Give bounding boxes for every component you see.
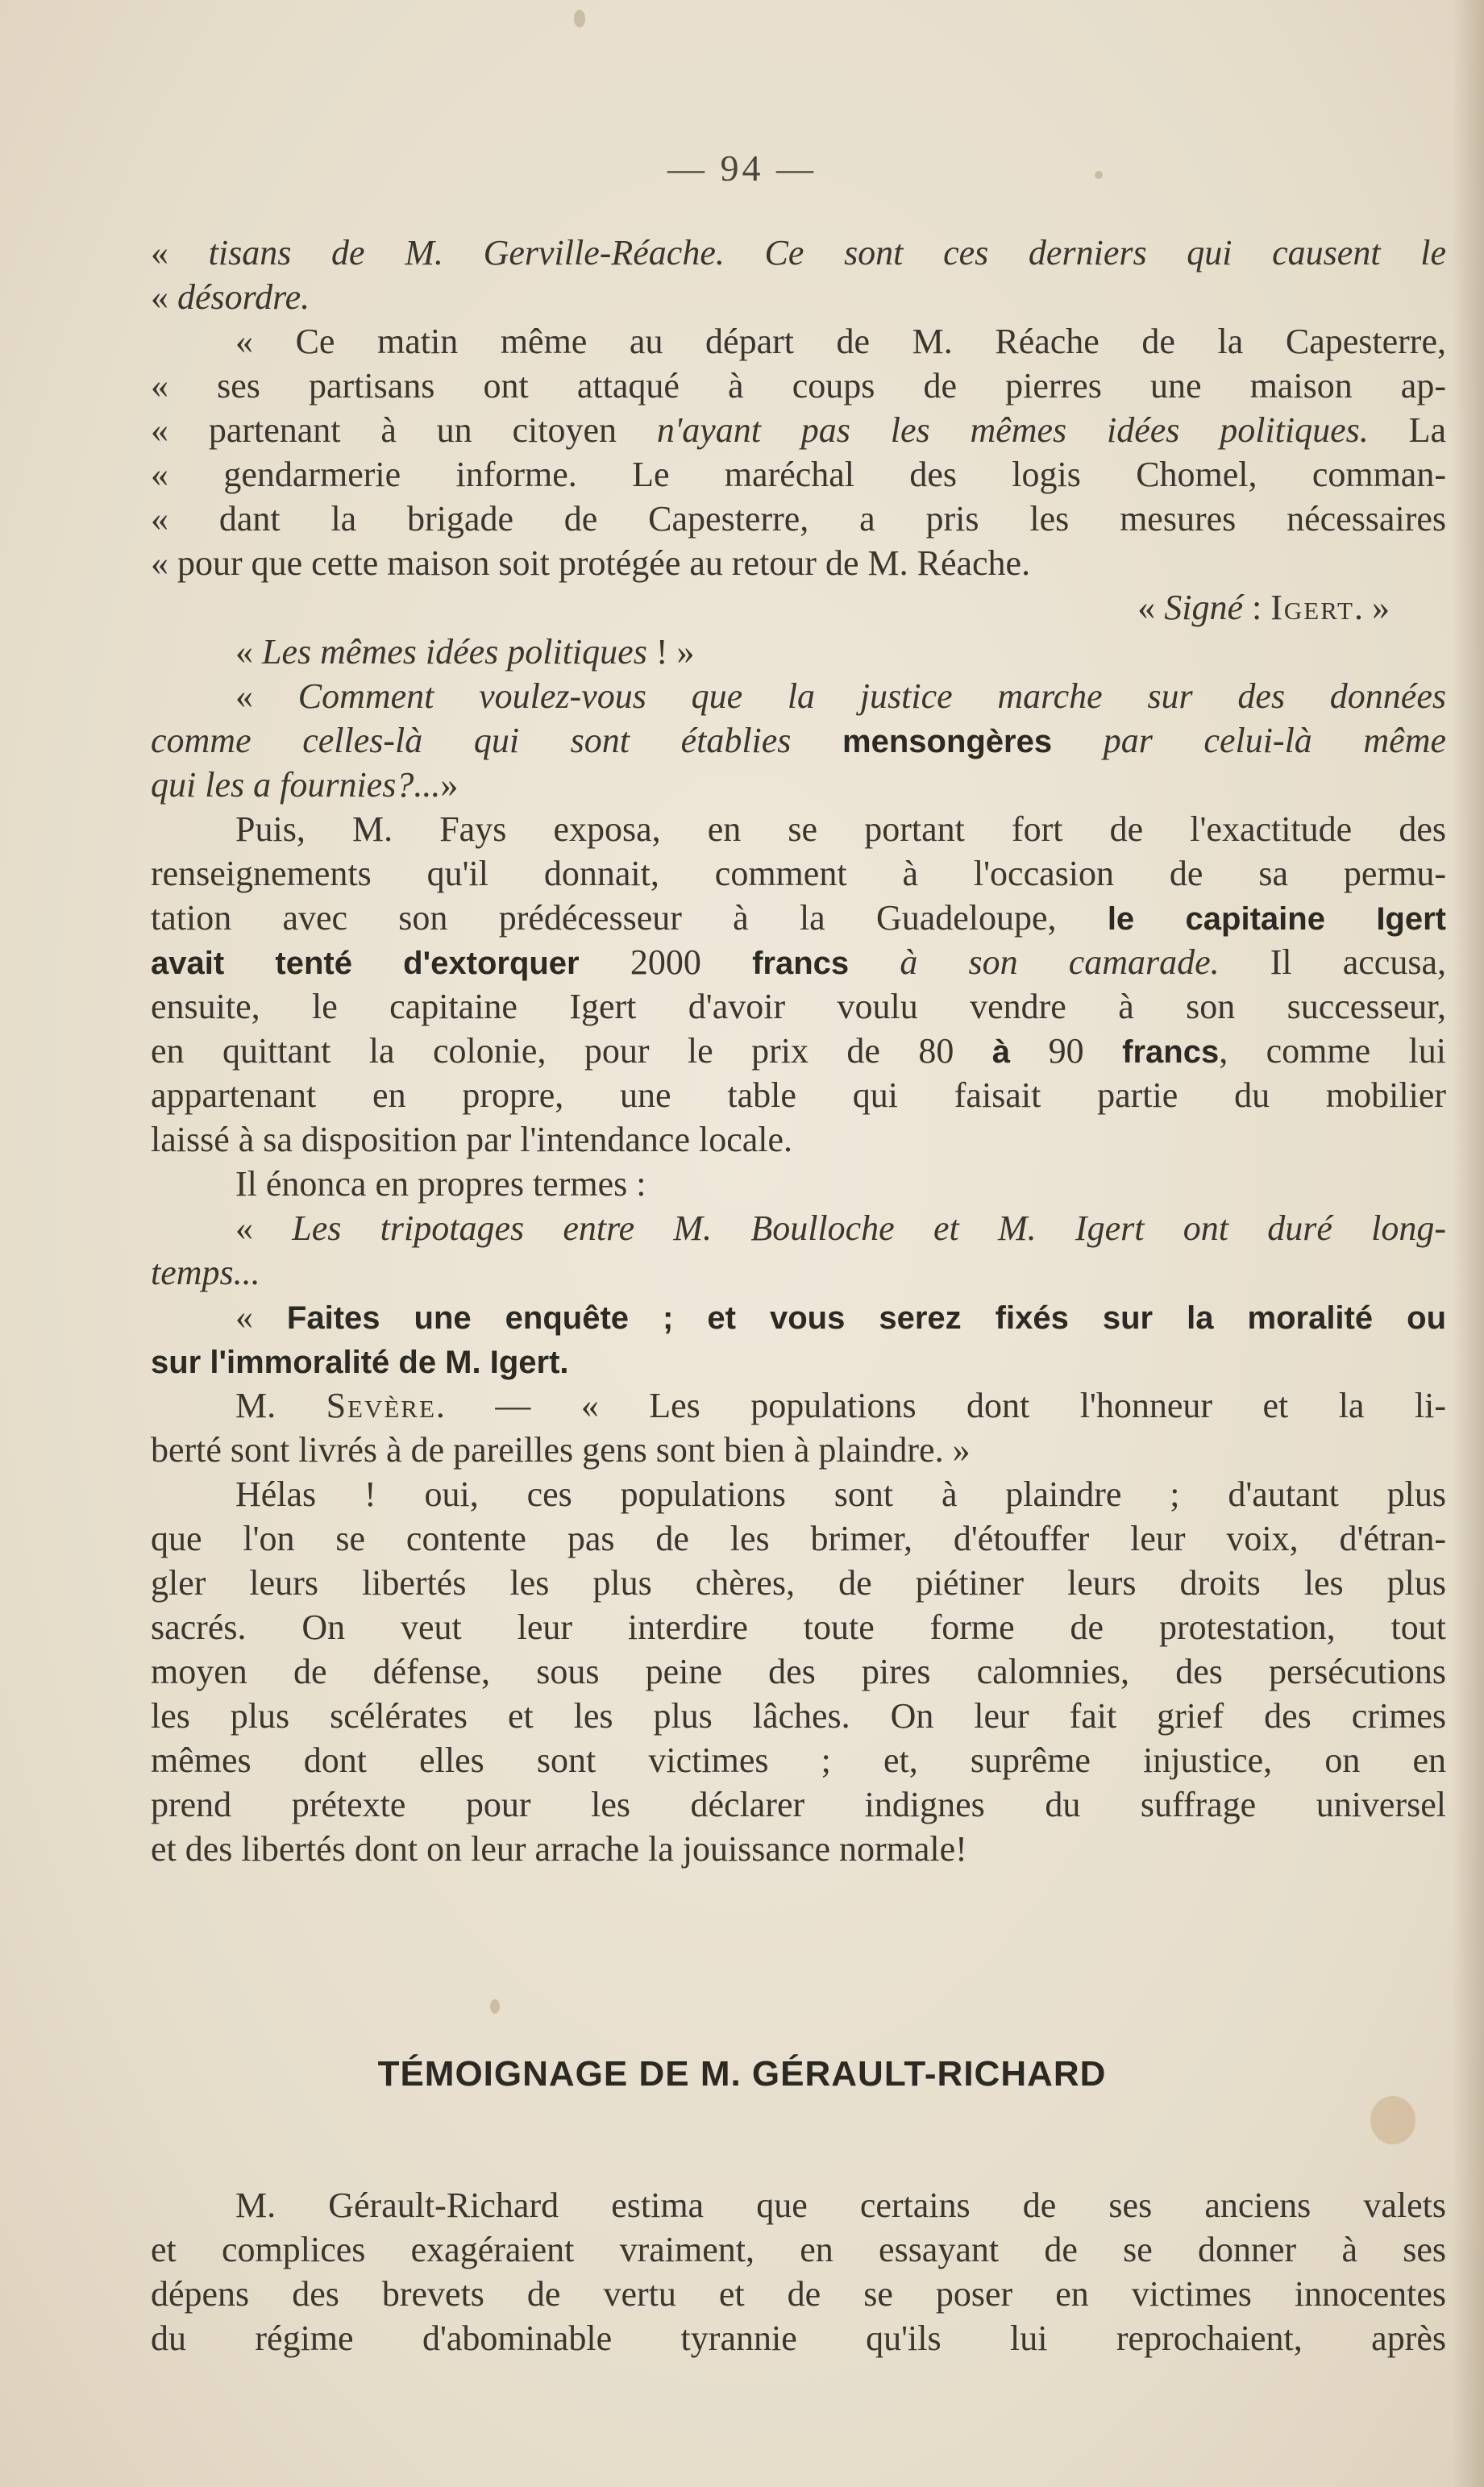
text-run: , comme lui: [1219, 1031, 1446, 1071]
text-run: « pour que cette maison soit protégée au retour de M. Réache.: [151, 543, 1031, 583]
text-run: »: [440, 765, 459, 805]
text-run: Il énonca en propres termes :: [235, 1164, 646, 1204]
text-run: sur l'immoralité de M. Igert.: [151, 1345, 569, 1380]
text-line: [151, 1295, 1446, 1339]
text-line: [151, 1339, 1446, 1383]
ink-spot: [1370, 2096, 1415, 2144]
text-run: Puis, M. Fays exposa, en se portant fort de l'exactitude des: [235, 809, 1446, 849]
text-run: sacrés. On veut leur interdire toute forme de protestation, tout: [151, 1607, 1446, 1647]
text-run: La: [1368, 410, 1447, 450]
text-run: désordre.: [177, 277, 310, 317]
text-run: ! »: [646, 632, 695, 672]
text-line: [151, 541, 1446, 585]
text-run: tisans de M. Gerville-Réache. Ce sont ces derniers qui causent le: [208, 233, 1446, 272]
text-run: Igert: [1270, 588, 1354, 627]
text-line: [151, 1073, 1446, 1117]
text-run: «: [1137, 588, 1165, 627]
text-line: [151, 364, 1446, 408]
text-run: dépens des brevets de vertu et de se poser en victimes innocentes: [151, 2274, 1446, 2314]
text-run: Signé: [1164, 588, 1244, 627]
text-line: [151, 1428, 1446, 1472]
text-run: prend prétexte pour les déclarer indignes du suffrage universel: [151, 1785, 1446, 1824]
text-line: [151, 1516, 1446, 1561]
text-run: «: [151, 233, 209, 272]
text-run: :: [1243, 588, 1271, 627]
text-run: «: [235, 1297, 287, 1337]
text-run: 2000: [630, 942, 701, 982]
text-run: . — « Les populations dont l'honneur et la li-: [435, 1386, 1446, 1425]
text-run: Hélas ! oui, ces populations sont à plaindre ; d'autant plus: [235, 1474, 1446, 1514]
text-run: «: [235, 676, 298, 716]
text-line: [151, 319, 1446, 364]
text-line: [151, 1694, 1446, 1738]
text-run: 80: [918, 1031, 954, 1071]
text-line: [151, 1827, 1446, 1871]
text-run: Sevère: [326, 1386, 436, 1425]
text-line: [151, 1472, 1446, 1516]
text-line: [151, 851, 1446, 896]
text-run: à son camarade.: [900, 942, 1220, 982]
text-line: [151, 408, 1446, 452]
page-number: — 94 —: [667, 148, 817, 189]
text-run: « partenant à un citoyen: [151, 410, 657, 450]
text-run: « Ce matin même au départ de M. Réache de la Capesterre,: [235, 322, 1446, 361]
text-run: du régime d'abominable tyrannie qu'ils lui reprochaient, après: [151, 2319, 1446, 2358]
text-line: [151, 674, 1446, 718]
text-line: [151, 275, 1446, 319]
text-line: [151, 1649, 1446, 1694]
text-run: Comment voulez-vous que la justice marche sur des données: [297, 676, 1446, 716]
body-text: [151, 231, 1446, 1871]
section-body-text: [151, 2183, 1446, 2360]
text-run: comme celles-là qui sont établies: [151, 721, 843, 760]
text-run: M. Gérault-Richard estima que certains de ses anciens valets: [235, 2185, 1446, 2225]
text-line: [151, 630, 1446, 674]
text-line: [151, 585, 1446, 630]
text-run: Les mêmes idées politiques: [262, 632, 647, 672]
text-run: en quittant la colonie, pour le prix de: [151, 1031, 919, 1071]
text-run: Faites une enquête ; et vous serez fixés sur la moralité ou: [286, 1300, 1446, 1336]
text-line: [151, 2227, 1446, 2272]
text-run: qui les a fournies?...: [151, 765, 441, 805]
text-run: tation avec son prédécesseur à la Guadeloupe,: [151, 898, 1108, 938]
text-line: [151, 1250, 1446, 1295]
text-line: [151, 2183, 1446, 2227]
text-run: ensuite, le capitaine Igert d'avoir voulu vendre à son successeur,: [151, 987, 1446, 1026]
text-line: [151, 452, 1446, 497]
text-run: M.: [235, 1386, 326, 1425]
text-run: «: [151, 277, 177, 317]
text-run: n'ayant pas les mêmes idées politiques.: [656, 410, 1369, 450]
ink-spot: [574, 10, 585, 27]
text-run: Les tripotages entre M. Boulloche et M. Igert ont duré long-: [292, 1208, 1446, 1248]
text-line: [151, 1605, 1446, 1649]
text-line: [151, 1782, 1446, 1827]
text-line: [151, 1383, 1446, 1428]
text-run: francs: [1083, 1034, 1220, 1070]
text-line: [151, 1117, 1446, 1162]
text-run: mensongères: [842, 724, 1053, 759]
text-run: gler leurs libertés les plus chères, de piétiner leurs droits les plus: [151, 1563, 1446, 1603]
text-run: Il accusa,: [1219, 942, 1446, 982]
text-line: [151, 1162, 1446, 1206]
text-line: [151, 940, 1446, 984]
text-run: le capitaine Igert: [1107, 901, 1446, 937]
text-line: [151, 763, 1446, 807]
text-run: et complices exagéraient vraiment, en essayant de se donner à ses: [151, 2230, 1446, 2269]
text-run: «: [235, 1208, 293, 1248]
text-line: [151, 896, 1446, 940]
text-line: [151, 1029, 1446, 1073]
text-line: [151, 1561, 1446, 1605]
text-run: « ses partisans ont attaqué à coups de pierres une maison ap-: [151, 366, 1446, 405]
text-run: moyen de défense, sous peine des pires calomnies, des persécutions: [151, 1652, 1446, 1691]
text-run: francs: [700, 946, 900, 981]
text-run: renseignements qu'il donnait, comment à l'occasion de sa permu-: [151, 854, 1446, 893]
text-run: à: [954, 1034, 1049, 1070]
text-line: [151, 497, 1446, 541]
text-run: «: [235, 632, 262, 672]
text-line: [151, 2272, 1446, 2316]
text-line: [151, 2316, 1446, 2360]
ink-spot: [490, 1999, 500, 2014]
text-run: avait tenté d'extorquer: [151, 946, 630, 981]
text-line: [151, 1738, 1446, 1782]
page-edge-shadow: [1452, 0, 1484, 2487]
text-run: et des libertés dont on leur arrache la jouissance normale!: [151, 1829, 967, 1869]
text-run: « dant la brigade de Capesterre, a pris les mesures nécessaires: [151, 499, 1446, 539]
section-heading: TÉMOIGNAGE DE M. GÉRAULT-RICHARD: [377, 2054, 1107, 2094]
text-run: par celui-là même: [1052, 721, 1446, 760]
text-run: mêmes dont elles sont victimes ; et, suprême injustice, on en: [151, 1740, 1446, 1780]
text-run: appartenant en propre, une table qui faisait partie du mobilier: [151, 1075, 1446, 1115]
text-line: [151, 231, 1446, 275]
text-run: « gendarmerie informe. Le maréchal des logis Chomel, comman-: [151, 455, 1446, 494]
text-line: [151, 984, 1446, 1029]
text-run: 90: [1048, 1031, 1084, 1071]
text-line: [151, 718, 1446, 763]
text-run: laissé à sa disposition par l'intendance locale.: [151, 1120, 793, 1159]
text-run: temps...: [151, 1253, 260, 1292]
text-run: berté sont livrés à de pareilles gens sont bien à plaindre. »: [151, 1430, 971, 1470]
text-run: . »: [1354, 588, 1390, 627]
text-run: que l'on se contente pas de les brimer, d'étouffer leur voix, d'étran-: [151, 1519, 1446, 1558]
text-run: les plus scélérates et les plus lâches. On leur fait grief des crimes: [151, 1696, 1446, 1736]
text-line: [151, 1206, 1446, 1250]
text-line: [151, 807, 1446, 851]
